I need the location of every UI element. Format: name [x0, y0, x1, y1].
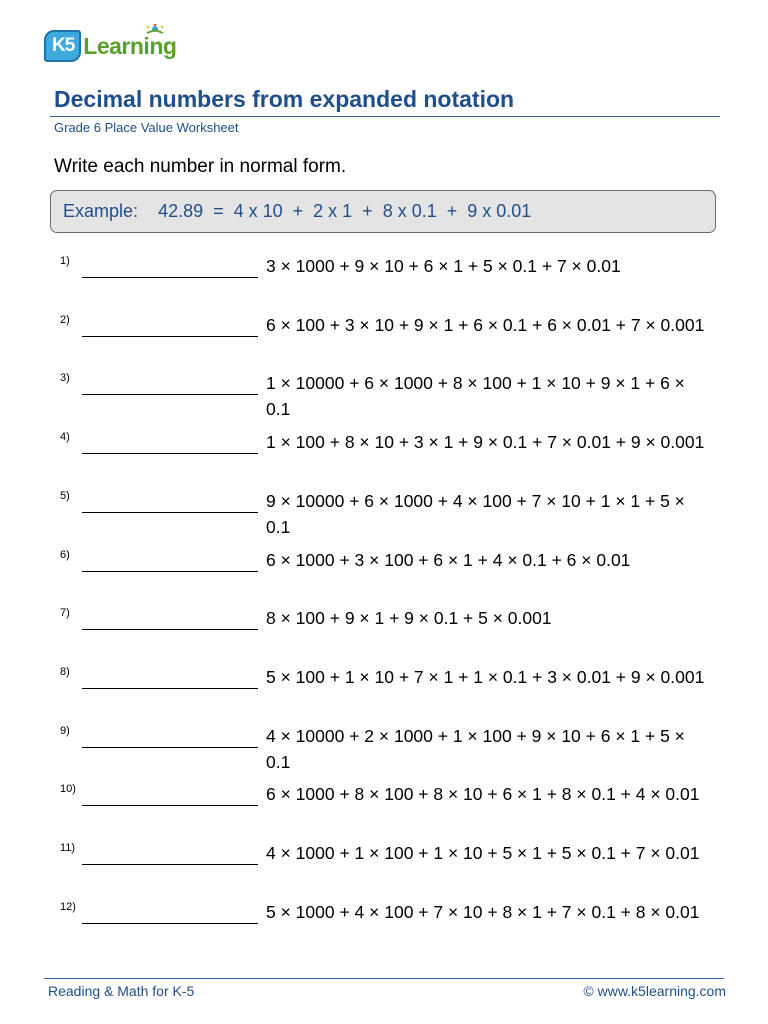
problem-row — [0, 372, 768, 430]
answer-blank[interactable] — [82, 394, 258, 395]
example-box — [50, 190, 716, 233]
answer-blank[interactable] — [82, 512, 258, 513]
problem-number: 10) — [60, 783, 76, 796]
problem-number: 9) — [60, 724, 70, 737]
problem-number: 12) — [60, 900, 76, 913]
k5-learning-logo — [44, 24, 176, 68]
example-label: Example: — [63, 201, 139, 221]
instructions: Write each number in normal form. — [54, 156, 347, 177]
problem-expression: 3 × 1000 + 9 × 10 + 6 × 1 + 5 × 0.1 + 7 × 0.01 — [266, 256, 621, 276]
answer-blank[interactable] — [82, 747, 258, 748]
problem-row — [0, 490, 768, 548]
problem-number: 4) — [60, 431, 70, 444]
problem-row — [0, 666, 768, 724]
problem-row — [0, 314, 768, 372]
problem-row — [0, 725, 768, 783]
problem-expression: 1 × 10000 + 6 × 1000 + 8 × 100 + 1 × 10 + 9 × 1 + 6 × 0.1 — [266, 373, 685, 420]
footer-divider — [44, 978, 724, 979]
problem-number: 8) — [60, 665, 70, 678]
problem-row — [0, 431, 768, 489]
answer-blank[interactable] — [82, 688, 258, 689]
answer-blank[interactable] — [82, 571, 258, 572]
answer-blank[interactable] — [82, 864, 258, 865]
problem-number: 5) — [60, 489, 70, 502]
problem-row — [0, 901, 768, 959]
problem-row — [0, 549, 768, 607]
problem-row — [0, 783, 768, 841]
problem-number: 6) — [60, 548, 70, 561]
answer-blank[interactable] — [82, 629, 258, 630]
problem-number: 11) — [60, 842, 76, 854]
problem-expression: 4 × 10000 + 2 × 1000 + 1 × 100 + 9 × 10 + 6 × 1 + 5 × 0.1 — [266, 725, 685, 772]
page-title: Decimal numbers from expanded notation — [54, 86, 515, 112]
answer-blank[interactable] — [82, 277, 258, 278]
title-divider — [50, 116, 720, 117]
problem-row — [0, 607, 768, 665]
problem-expression: 6 × 1000 + 3 × 100 + 6 × 1 + 4 × 0.1 + 6 × 0.01 — [266, 549, 631, 570]
problem-expression: 5 × 1000 + 4 × 100 + 7 × 10 + 8 × 1 + 7 × 0.1 + 8 × 0.01 — [266, 901, 700, 922]
problem-row — [0, 255, 768, 313]
problem-number: 2) — [60, 313, 70, 326]
problem-expression: 4 × 1000 + 1 × 100 + 1 × 10 + 5 × 1 + 5 × 0.1 + 7 × 0.01 — [266, 843, 700, 863]
problem-expression: 8 × 100 + 9 × 1 + 9 × 0.1 + 5 × 0.001 — [266, 608, 552, 629]
footer-copyright: © www.k5learning.com — [583, 983, 726, 999]
problem-expression: 9 × 10000 + 6 × 1000 + 4 × 100 + 7 × 10 + 1 × 1 + 5 × 0.1 — [266, 490, 685, 537]
page-subtitle: Grade 6 Place Value Worksheet — [54, 120, 239, 135]
logo-figure-icon — [144, 24, 166, 38]
answer-blank[interactable] — [82, 805, 258, 806]
problem-expression: 6 × 1000 + 8 × 100 + 8 × 10 + 6 × 1 + 8 × 0.1 + 4 × 0.01 — [266, 784, 700, 805]
answer-blank[interactable] — [82, 453, 258, 454]
footer-tagline: Reading & Math for K-5 — [48, 983, 195, 999]
problem-number: 7) — [60, 607, 70, 620]
problem-number: 1) — [60, 255, 70, 267]
problem-expression: 6 × 100 + 3 × 10 + 9 × 1 + 6 × 0.1 + 6 × 0.01 + 7 × 0.001 — [266, 314, 705, 335]
problem-number: 3) — [60, 372, 70, 385]
answer-blank[interactable] — [82, 336, 258, 337]
example-text: 42.89 = 4 x 10 + 2 x 1 + 8 x 0.1 + 9 x 0.01 — [158, 201, 532, 221]
problem-expression: 5 × 100 + 1 × 10 + 7 × 1 + 1 × 0.1 + 3 × 0.01 + 9 × 0.001 — [266, 666, 705, 687]
logo-k5-badge: K5 — [44, 30, 81, 62]
logo-learning-text: Learning — [83, 32, 177, 59]
answer-blank[interactable] — [82, 923, 258, 924]
problem-expression: 1 × 100 + 8 × 10 + 3 × 1 + 9 × 0.1 + 7 × 0.01 + 9 × 0.001 — [266, 432, 705, 453]
problem-row — [0, 842, 768, 900]
